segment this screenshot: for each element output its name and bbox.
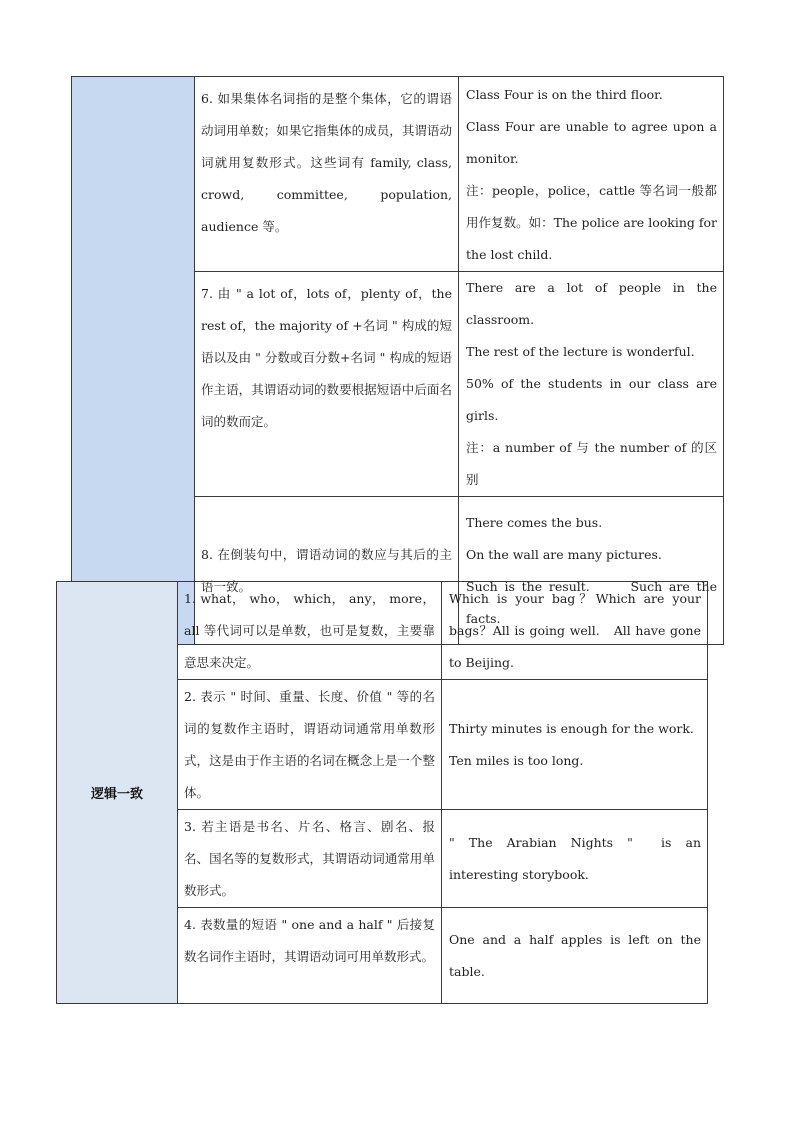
- category-label: 逻辑一致: [90, 787, 143, 802]
- rule-cell: [195, 272, 459, 497]
- example-text: Class Four is on the third floor.: [466, 87, 663, 102]
- rule-text: 4. 表数量的短语 " one and a half " 后接复数名词作主语时，其谓语动词可用单数形式。: [184, 917, 435, 964]
- rule-text: 3. 若主语是书名、片名、格言、剧名、报名、国名等的复数形式，其谓语动词通常用单数形式。: [184, 819, 435, 898]
- category-cell: [57, 582, 178, 1004]
- rule-text: 2. 表示 " 时间、重量、长度、价值 " 等的名词的复数作主语时，谓语动词通常用单数形式，这是由于作主语的名词在概念上是一个整体。: [184, 689, 435, 800]
- example-cell: [442, 908, 708, 1004]
- table-row: [57, 582, 708, 680]
- example-text: On the wall are many pictures.: [466, 546, 662, 562]
- table-row: [72, 77, 724, 272]
- rule-cell: [178, 810, 442, 908]
- rule-text: 8. 在倒装句中，谓语动词的数应与其后的主语一致。: [201, 546, 452, 594]
- example-cell: [459, 272, 724, 497]
- example-text: The rest of the lecture is wonderful.: [466, 344, 695, 359]
- example-text: 50% of the students in our class are girls.: [466, 376, 717, 423]
- rule-cell: [178, 582, 442, 680]
- rule-cell: [195, 77, 459, 272]
- example-text: There comes the bus.: [466, 514, 603, 530]
- rule-text: 7. 由 " a lot of，lots of，plenty of，the rest of，the majority of +名词 " 构成的短语以及由 " 分数或百分数+名词 " 构成的短语作主语，其谓语动词的数要根据短语中后面名词的数而定。: [201, 286, 452, 429]
- category-cell: [72, 77, 195, 645]
- example-cell: [459, 77, 724, 272]
- example-text: One and a half apples is left on the table.: [449, 931, 701, 979]
- example-text: Class Four are unable to agree upon a monitor.: [466, 119, 717, 166]
- grammar-table-continued: [71, 76, 724, 645]
- example-text: 注：a number of 与 the number of 的区别: [466, 440, 717, 487]
- example-cell: [442, 810, 708, 908]
- example-text: Ten miles is too long.: [449, 752, 584, 768]
- rule-cell: [178, 680, 442, 810]
- example-text: Such is the result. Such are the facts.: [466, 578, 717, 626]
- rule-text: 6. 如果集体名词指的是整个集体，它的谓语动词用单数；如果它指集体的成员，其谓语动词就用复数形式。这些词有 family, class, crowd, committee, population, audience 等。: [201, 91, 452, 234]
- example-text: 注：people，police，cattle 等名词一般都用作复数。如：The police are looking for the lost child.: [466, 183, 717, 262]
- example-text: " The Arabian Nights " is an interesting storybook.: [449, 834, 701, 882]
- example-text: Which is your bag？Which are your bags？All is going well. All have gone to Beijing.: [449, 591, 701, 670]
- example-text: There are a lot of people in the classroom.: [466, 280, 717, 327]
- example-text: Thirty minutes is enough for the work.: [449, 720, 694, 736]
- example-cell: [442, 680, 708, 810]
- rule-cell: [178, 908, 442, 1004]
- example-cell: [442, 582, 708, 680]
- logical-agreement-table: [56, 581, 708, 1004]
- rule-text: 1. what， who， which， any， more， all 等代词可以是单数，也可是复数，主要靠意思来决定。: [184, 591, 435, 670]
